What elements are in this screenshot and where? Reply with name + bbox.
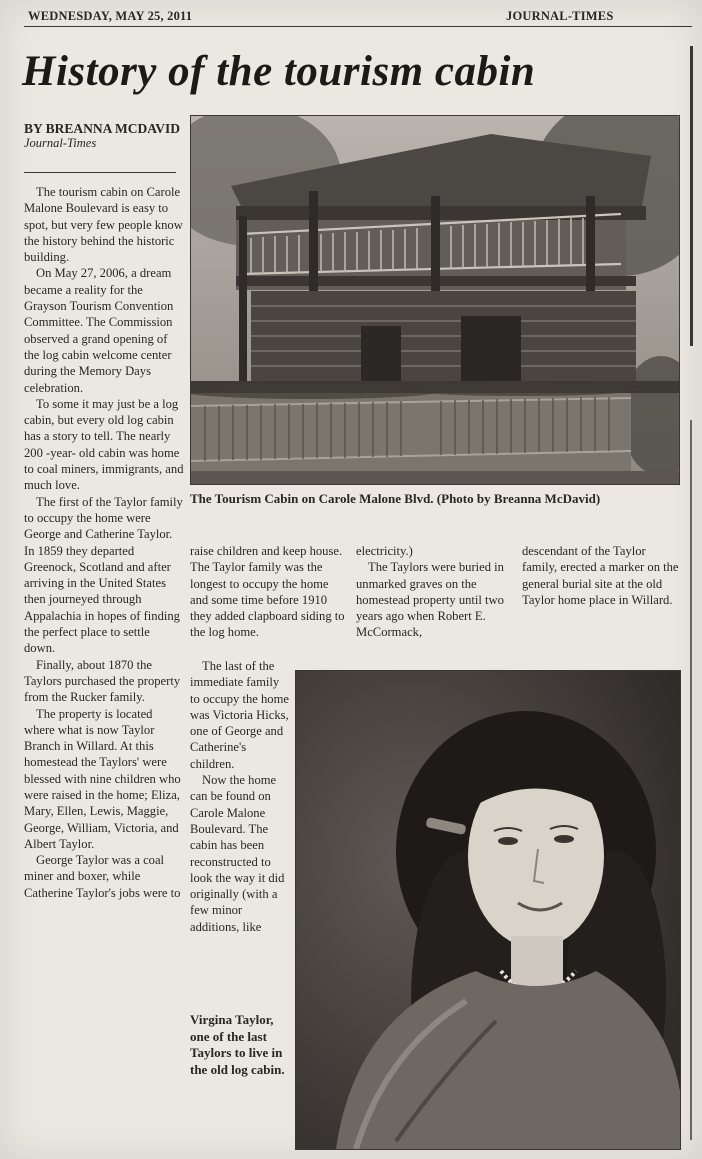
byline-org: Journal-Times: [24, 136, 97, 150]
paragraph: Now the home can be found on Carole Malone Boulevard. The cabin has been reconstructed to look the way it did originally (with a few minor additions, like: [190, 773, 285, 934]
byline-divider: [24, 172, 176, 173]
paragraph: George Taylor was a coal miner and boxer, while Catherine Taylor's jobs were to: [24, 853, 181, 900]
column-rule: [690, 420, 692, 1140]
byline-author: BY BREANNA MCDAVID: [24, 121, 181, 136]
paragraph: The tourism cabin on Carole Malone Boulevard is easy to spot, but very few people know the history behind the historic building.: [24, 185, 183, 265]
issue-date: WEDNESDAY, MAY 25, 2011: [28, 9, 193, 23]
portrait-photo-caption: Virgina Taylor, one of the last Taylors to live in the old log cabin.: [190, 1012, 285, 1077]
paragraph: The property is located where what is now Taylor Branch in Willard. At this homestead the Taylors' were blessed with nine children who were raised in the home; Eliza, Mary, Ellen, Lewis, Maggie, George, William, Victoria, and Albert Taylor.: [24, 706, 181, 851]
paragraph: The first of the Taylor family to occupy the home were George and Catherine Taylor. In 1859 they departed Greenock, Scotland and after arriving in the United States then journeyed through Appalachia in hopes of finding the perfect place to settle down.: [24, 494, 183, 656]
article-column-2: [190, 543, 348, 641]
article-column-3: [356, 543, 506, 641]
paragraph: The Taylors were buried in unmarked graves on the homestead property until two years ago when Robert E. McCormack,: [356, 560, 504, 640]
portrait-photo: [295, 670, 681, 1150]
byline: [24, 121, 184, 151]
paragraph: On May 27, 2006, a dream became a reality for the Grayson Tourism Convention Committee. The Commission observed a grand opening of the log cabin welcome center during the Memory Days celebration.: [24, 266, 174, 395]
cabin-photo-image: [191, 116, 679, 484]
paragraph: The last of the immediate family to occupy the home was Victoria Hicks, one of George and Catherine's children.: [190, 659, 289, 771]
paper-name: JOURNAL-TIMES: [506, 9, 614, 23]
paragraph: raise children and keep house. The Taylor family was the longest to occupy the home and some time before 1910 they added clapboard siding to the log home.: [190, 544, 345, 640]
cabin-photo: [190, 115, 680, 485]
article-column-1: [24, 184, 184, 901]
paragraph: electricity.): [356, 544, 413, 558]
paragraph: descendant of the Taylor family, erected a marker on the general burial site at the old Taylor home place in Willard.: [522, 544, 679, 607]
headline: History of the tourism cabin: [22, 48, 536, 95]
paragraph: Finally, about 1870 the Taylors purchased the property from the Rucker family.: [24, 657, 181, 705]
portrait-photo-image: [296, 671, 680, 1149]
paragraph: To some it may just be a log cabin, but every old log cabin has a story to tell. The nearly 200 -year- old cabin was home to coal miners, immigrants, and much love.: [24, 396, 184, 493]
column-rule: [690, 46, 693, 346]
masthead: [24, 6, 692, 27]
article-column-4: [522, 543, 680, 608]
article-column-2-narrow: [190, 658, 290, 935]
cabin-photo-caption: The Tourism Cabin on Carole Malone Blvd. (Photo by Breanna McDavid): [190, 491, 601, 506]
